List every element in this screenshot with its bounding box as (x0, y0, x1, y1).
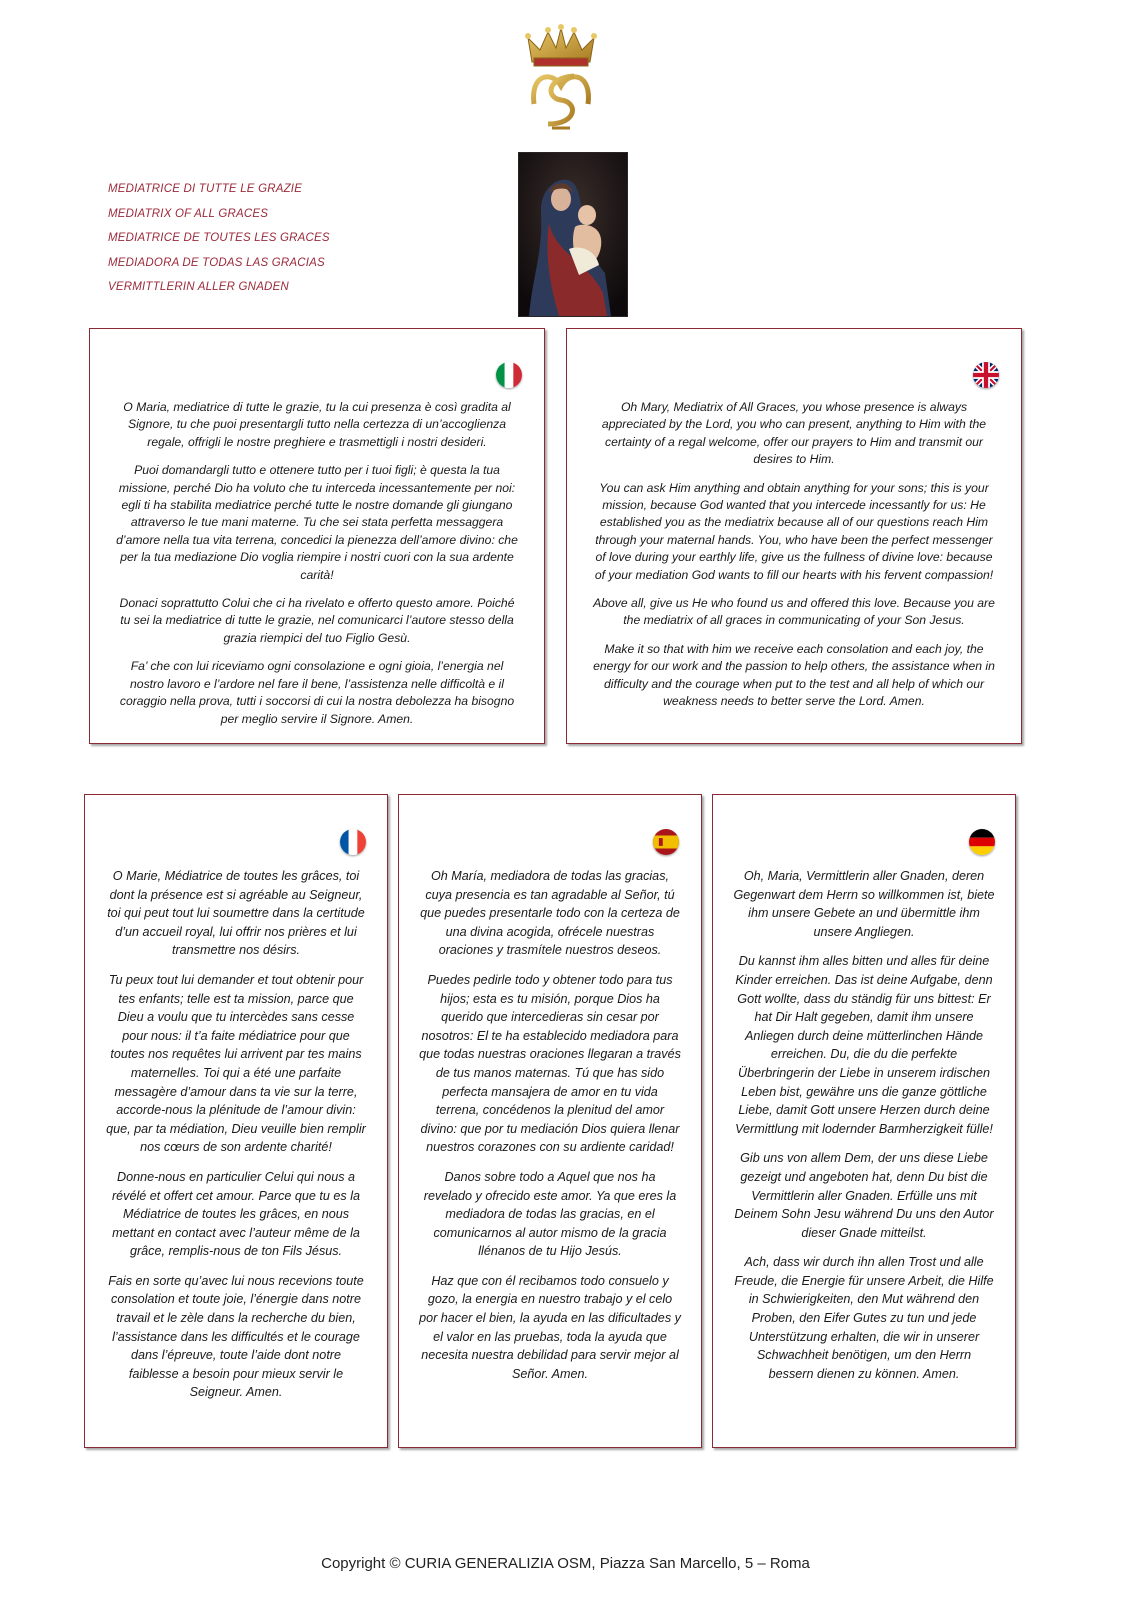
paragraph: Donaci soprattutto Colui che ci ha rivelato e offerto questo amore. Poiché tu sei la mediatrice di tutte le grazie, nel comunicarci l’autore stesso della grazia riempici del tuo Figlio Gesù. (119, 596, 515, 645)
paragraph: Du kannst ihm alles bitten und alles für deine Kinder erreichen. Das ist deine Aufgabe, denn Gott wollte, dass du ständig für uns bittest: Er hat Dir Halt gegeben, damit ihm unsere Anliegen durch deine mütterlinchen Hände erreichen. Du, die du die perfekte Überbringerin der Liebe in unserem irdischen Leben bist, gewähre uns die ganze göttliche Liebe, damit Gott unsere Herzen durch deine Vermittlung mit lodernder Barmherzigkeit fülle! (735, 954, 993, 1136)
madonna-and-child-painting (518, 152, 628, 317)
prayer-box-french (84, 794, 388, 1448)
title-fr: MEDIATRICE DE TOUTES LES GRACES (108, 232, 330, 244)
prayer-text-spanish (399, 867, 701, 1394)
prayer-text-german (713, 867, 1015, 1394)
prayer-box-english (566, 328, 1022, 744)
prayer-text-english (567, 399, 1021, 722)
paragraph: O Maria, mediatrice di tutte le grazie, tu la cui presenza è così gradita al Signore, tu che puoi presentargli tutto nella certezza di un’accoglienza regale, offrigli le nostre preghiere e trasmettigli i nostri desideri. (123, 400, 511, 449)
paragraph: Gib uns von allem Dem, der uns diese Liebe gezeigt und angeboten hat, denn Du bist die Vermittlerin aller Gnaden. Erfülle uns mit Deinem Sohn Jesu während Du uns den Autor dieser Gnade mitteilst. (734, 1151, 994, 1240)
paragraph: Fais en sorte qu’avec lui nous recevions toute consolation et toute joie, l’énergie dans notre travail et le zèle dans la recherche du bien, l’assistance dans les difficultés et le courage dans l’épreuve, toute l’aide dont notre faiblesse a besoin pour mieux servir le Seigneur. Amen. (108, 1273, 364, 1400)
germany-flag-icon (969, 829, 995, 855)
paragraph: Haz que con él recibamos todo consuelo y gozo, la energia en nuestro trabajo y el celo por hacer el bien, la ayuda en las dificultades y el valor en las pruebas, toda la ayuda que necesita nuestra debilidad para servir mejor al Señor. Amen. (419, 1273, 681, 1381)
prayer-text-italian (90, 399, 544, 739)
title-en: MEDIATRIX OF ALL GRACES (108, 207, 269, 220)
paragraph: Danos sobre todo a Aquel que nos ha revelado y ofrecido este amor. Ya que eres la mediadora de todas las gracias, en el comunicarnos al autor mismo de la gracia llénanos de tu Hijo Jesús. (423, 1169, 677, 1259)
uk-flag-icon (973, 362, 999, 388)
paragraph: Oh, Maria, Vermittlerin aller Gnaden, deren Gegenwart dem Herrn so willkommen ist, biete ihm unsere Gebete an und übermittle ihm unsere Angliegen. (733, 869, 995, 939)
paragraph: Puedes pedirle todo y obtener todo para tus hijos; esta es tu misión, porque Dios ha querido que intercedieras sin cesar por nosotros: El te ha establecido mediadora para que todas nuestras oraciones llegaran a través de tus manos maternas. Tú que has sido perfecta mansajera de amor en tu vida terrena, concédenos la plenitud del amor divino: que por tu mediación Dios quiera llenar nuestros corazones con su ardiente caridad! (419, 972, 681, 1155)
paragraph: Donne-nous en particulier Celui qui nous a révélé et offert cet amour. Parce que tu es la Médiatrice de toutes les grâces, en nous mettant en contact avec l’auteur même de la grâce, remplis-nous de ton Fils Jésus. (111, 1169, 361, 1259)
title-es: MEDIADORA DE TODAS LAS GRACIAS (108, 256, 325, 269)
france-flag-icon (340, 829, 366, 855)
prayer-box-german (712, 794, 1016, 1448)
paragraph: Oh Mary, Mediatrix of All Graces, you whose presence is always appreciated by the Lord, you who can present, anything to Him with the certainty of a regal welcome, offer our prayers to Him and transmit our desires to Him. (601, 400, 987, 467)
italy-flag-icon (496, 362, 522, 388)
paragraph: Ach, dass wir durch ihn allen Trost und alle Freude, die Energie für unsere Arbeit, die Hilfe in Schwierigkeiten, den Mut während den Proben, den Eifer Gutes zu tun und jede Unterstützung erhalten, die wir in unserer Schwachheit benötigen, um den Herrn bessern dienen zu können. Amen. (734, 1255, 994, 1381)
paragraph: O Marie, Médiatrice de toutes les grâces, toi dont la présence est si agréable au Seigneur, toi qui peut tout lui soumettre dans la certitude d’un accueil royal, lui offrir nos prières et lui transmettre nos désirs. (107, 869, 365, 958)
prayer-box-spanish (398, 794, 702, 1448)
paragraph: Oh María, mediadora de todas las gracias, cuya presencia es tan agradable al Señor, tú que puedes presentarle todo con la certeza de una divina acogida, ofrécele nuestras oraciones y trasmítele nuestros deseos. (420, 869, 680, 958)
paragraph: You can ask Him anything and obtain anything for your sons; this is your mission, because God wanted that you intercede incessantly for us: He established you as the mediatrix because all of our questions reach Him through your maternal hands. You, who have been the perfect messenger of love during your earthly life, give us the fullness of divine love: because of your mediation God wants to fill our hearts with his fervent compassion! (594, 480, 994, 582)
paragraph: Fa’ che con lui riceviamo ogni consolazione e ogni gioia, l’energia nel nostro lavoro e l’ardore nel fare il bene, l’assistenza nelle difficoltà e il coraggio nella prova, tutti i soccorsi di cui la nostra debolezza ha bisogno per meglio servire il Signore. Amen. (119, 659, 515, 726)
paragraph: Above all, give us He who found us and offered this love. Because you are the mediatrix of all graces in communicating of your Son Jesus. (593, 596, 995, 628)
copyright-footer: Copyright © CURIA GENERALIZIA OSM, Piazza San Marcello, 5 – Roma (321, 1555, 810, 1572)
prayer-box-italian (89, 328, 545, 744)
paragraph: Tu peux tout lui demander et tout obtenir pour tes enfants; telle est ta mission, parce que Dieu a voulu que tu intercèdes sans cesse pour nous: il t’a faite médiatrice pour que toutes nos requêtes lui arrivent par tes mains maternelles. Toi qui a été une parfaite messagère d’amour dans ta vie sur la terre, accorde-nous la plénitude de l’amour divin: que, par ta médiation, Dieu veuille bien remplir nos cœurs de son ardente charité! (106, 972, 366, 1155)
spain-flag-icon (653, 829, 679, 855)
title-it: MEDIATRICE DI TUTTE LE GRAZIE (108, 183, 303, 195)
prayer-text-french (85, 867, 387, 1413)
title-de: VERMITTLERIN ALLER GNADEN (108, 281, 289, 293)
multilingual-titles (108, 177, 330, 300)
marian-crowned-monogram-icon (522, 24, 600, 134)
paragraph: Puoi domandargli tutto e ottenere tutto per i tuoi figli; è questa la tua missione, perché Dio ha voluto che tu interceda incessantemente per noi: egli ti ha stabilita mediatrice perché tutte le nostre domande gli giungano attraverso le tue mani materne. Tu che sei stata perfetta messaggera d’amore nella tua vita terrena, concedici la pienezza dell’amore divino: che per la tua mediazione Dio voglia riempire i nostri cuori con la sua ardente carità! (116, 463, 518, 582)
paragraph: Make it so that with him we receive each consolation and each joy, the energy for our work and the passion to help others, the assistance when in difficulty and the courage when put to the test and all help of which our weakness needs to better serve the Lord. Amen. (593, 641, 995, 709)
